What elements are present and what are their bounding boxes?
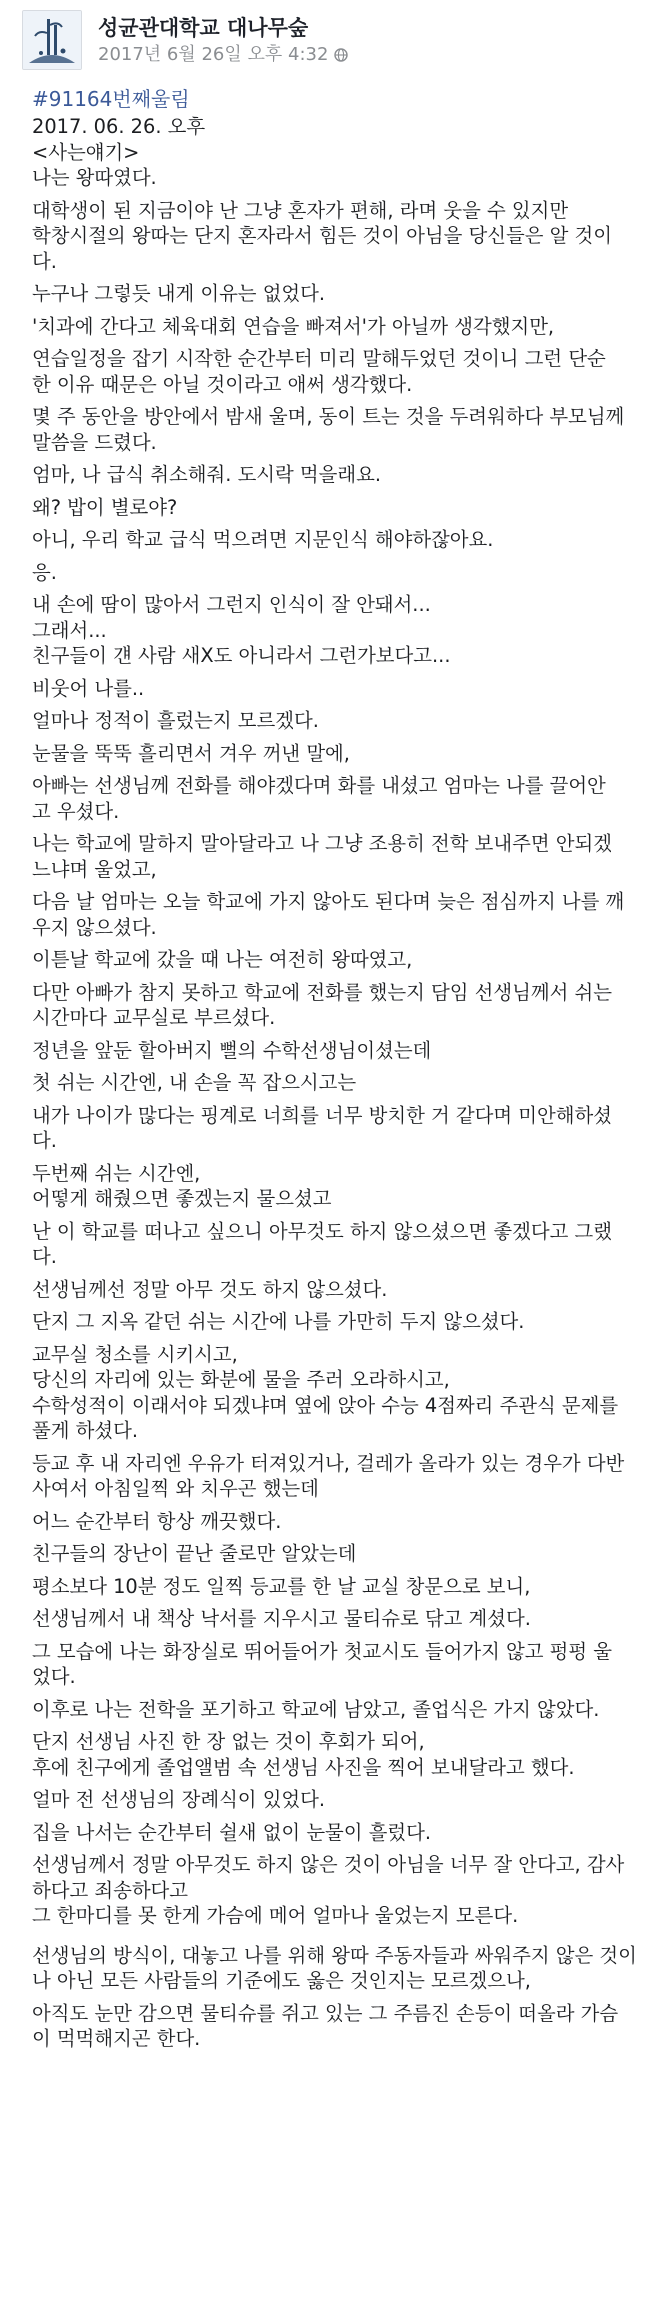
post-line: 한 이유 때문은 아닐 것이라고 애써 생각했다.	[32, 372, 413, 396]
post-line: 어떻게 해줬으면 좋겠는지 물으셨고	[32, 1187, 332, 1210]
post-line: <사는얘기>	[32, 140, 140, 164]
post-line: 그 한마디를 못 한게 가슴에 메어 얼마나 울었는지 모른다.	[32, 1904, 519, 1927]
post-line: 나는 학교에 말하지 말아달라고 나 그냥 조용히 전학 보내주면 안되겠	[32, 832, 612, 855]
post-line: 엄마, 나 급식 취소해줘. 도시락 먹을래요.	[32, 463, 382, 486]
post-line: 당신의 자리에 있는 화분에 물을 주러 오라하시고,	[32, 1368, 450, 1391]
post-line: 연습일정을 잡기 시작한 순간부터 미리 말해두었던 것이니 그런 단순	[32, 347, 606, 370]
post-line: 왜? 밥이 별로야?	[32, 495, 178, 519]
post-line: 비웃어 나를..	[32, 676, 145, 700]
post-line: 평소보다 10분 정도 일찍 등교를 한 날 교실 창문으로 보니,	[32, 1574, 531, 1598]
post-line: 단지 그 지옥 같던 쉬는 시간에 나를 가만히 두지 않으셨다.	[32, 1310, 525, 1333]
post-line: 나 아닌 모든 사람들의 기준에도 옳은 것인지는 모르겠으나,	[32, 1969, 531, 1992]
post-line: 눈물을 뚝뚝 흘리면서 겨우 꺼낸 말에,	[32, 741, 350, 765]
post-line: 선생님께선 정말 아무 것도 하지 않으셨다.	[32, 1277, 388, 1301]
post-line: 그래서...	[32, 618, 107, 642]
post-line: 이튿날 학교에 갔을 때 나는 여전히 왕따였고,	[32, 948, 413, 971]
post-line: 고 우셨다.	[32, 799, 120, 823]
post-line: 대학생이 된 지금이야 난 그냥 혼자가 편해, 라며 웃을 수 있지만	[32, 198, 569, 222]
post-line: 우지 않으셨다.	[32, 915, 157, 939]
post-line: 느냐며 울었고,	[32, 857, 157, 881]
post-line: 아빠는 선생님께 전화를 해야겠다며 화를 내셨고 엄마는 나를 끌어안	[32, 774, 606, 797]
post-line: 풀게 하셨다.	[32, 1419, 138, 1442]
post-line: 다.	[32, 1129, 57, 1152]
post-line: 얼마나 정적이 흘렀는지 모르겠다.	[32, 709, 319, 732]
post-line: 교무실 청소를 시키시고,	[32, 1342, 238, 1366]
post-line: 사여서 아침일찍 와 치우곤 했는데	[32, 1477, 319, 1500]
post-line: 첫 쉬는 시간엔, 내 손을 꼭 잡으시고는	[32, 1071, 357, 1094]
page-avatar[interactable]	[22, 10, 82, 70]
post-line: 다음 날 엄마는 오늘 학교에 가지 않아도 된다며 늦은 점심까지 나를 깨	[32, 890, 625, 913]
post-line: 이후로 나는 전학을 포기하고 학교에 남았고, 졸업식은 가지 않았다.	[32, 1697, 600, 1721]
hashtag-link[interactable]: #91164번째울림	[32, 87, 190, 111]
post-meta	[98, 45, 348, 65]
post-line: 집을 나서는 순간부터 쉴새 없이 눈물이 흘렀다.	[32, 1820, 432, 1844]
post-line: '치과에 간다고 체육대회 연습을 빠져서'가 아닐까 생각했지만,	[32, 314, 555, 338]
post-body	[32, 86, 638, 2052]
post-line: 단지 선생님 사진 한 장 없는 것이 후회가 되어,	[32, 1730, 425, 1753]
post-line: 두번째 쉬는 시간엔,	[32, 1161, 201, 1185]
post-line: 선생님께서 정말 아무것도 하지 않은 것이 아님을 너무 잘 안다고, 감사	[32, 1853, 625, 1876]
post-line: 시간마다 교무실로 부르셨다.	[32, 1006, 276, 1029]
globe-icon	[334, 48, 348, 62]
post-line: 난 이 학교를 떠나고 싶으니 아무것도 하지 않으셨으면 좋겠다고 그랬	[32, 1219, 612, 1243]
post-line: 나는 왕따였다.	[32, 166, 157, 189]
post-line: 몇 주 동안을 방안에서 밤새 울며, 동이 트는 것을 두려워하다 부모님께	[32, 405, 625, 428]
post-line: 선생님의 방식이, 대놓고 나를 위해 왕따 주동자들과 싸워주지 않은 것이	[32, 1943, 637, 1967]
post-line: 선생님께서 내 책상 낙서를 지우시고 물티슈로 닦고 계셨다.	[32, 1607, 531, 1630]
post-line: 하다고 죄송하다고	[32, 1878, 189, 1902]
post-line: 응.	[32, 560, 57, 584]
post-line: 내가 나이가 많다는 핑계로 너희를 너무 방치한 거 같다며 미안해하셨	[32, 1103, 612, 1127]
post-line: 내 손에 땀이 많아서 그런지 인식이 잘 안돼서...	[32, 593, 431, 616]
post-line: 친구들의 장난이 끝난 줄로만 알았는데	[32, 1542, 357, 1565]
post-line: 아직도 눈만 감으면 물티슈를 쥐고 있는 그 주름진 손등이 떠올라 가슴	[32, 2001, 619, 2025]
post-line: 친구들이 걘 사람 새X도 아니라서 그런가보다고...	[32, 644, 451, 667]
post-line: 아니, 우리 학교 급식 먹으려면 지문인식 해야하잖아요.	[32, 528, 494, 551]
post-line: 학창시절의 왕따는 단지 혼자라서 힘든 것이 아님을 당신들은 알 것이	[32, 224, 612, 247]
post-line: 수학성적이 이래서야 되겠냐며 옆에 앉아 수능 4점짜리 주관식 문제를	[32, 1393, 619, 1417]
post-line: 이 먹먹해지곤 한다.	[32, 2027, 201, 2050]
post-line: 말씀을 드렸다.	[32, 430, 157, 454]
bamboo-forest-logo-icon	[23, 11, 81, 69]
post-line: 누구나 그렇듯 내게 이유는 없었다.	[32, 282, 326, 305]
post-line: 얼마 전 선생님의 장례식이 있었다.	[32, 1788, 326, 1811]
post-timestamp[interactable]: 2017년 6월 26일 오후 4:32	[98, 44, 329, 65]
post-line: 그 모습에 나는 화장실로 뛰어들어가 첫교시도 들어가지 않고 펑펑 울	[32, 1639, 612, 1663]
page-name-link[interactable]: 성균관대학교 대나무숲	[98, 16, 309, 40]
post-line: 등교 후 내 자리엔 우유가 터져있거나, 걸레가 올라가 있는 경우가 다반	[32, 1451, 625, 1475]
post-line: 2017. 06. 26. 오후	[32, 115, 206, 138]
post-line: 정년을 앞둔 할아버지 뻘의 수학선생님이셨는데	[32, 1038, 432, 1062]
post-line: 후에 친구에게 졸업앨범 속 선생님 사진을 찍어 보내달라고 했다.	[32, 1755, 575, 1779]
post-line: 어느 순간부터 항상 깨끗했다.	[32, 1509, 282, 1533]
post-line: 다.	[32, 1245, 57, 1268]
post-line: 다만 아빠가 참지 못하고 학교에 전화를 했는지 담임 선생님께서 쉬는	[32, 980, 612, 1004]
post-header	[22, 10, 622, 68]
post-line: 다.	[32, 249, 57, 273]
post-line: 었다.	[32, 1665, 76, 1688]
